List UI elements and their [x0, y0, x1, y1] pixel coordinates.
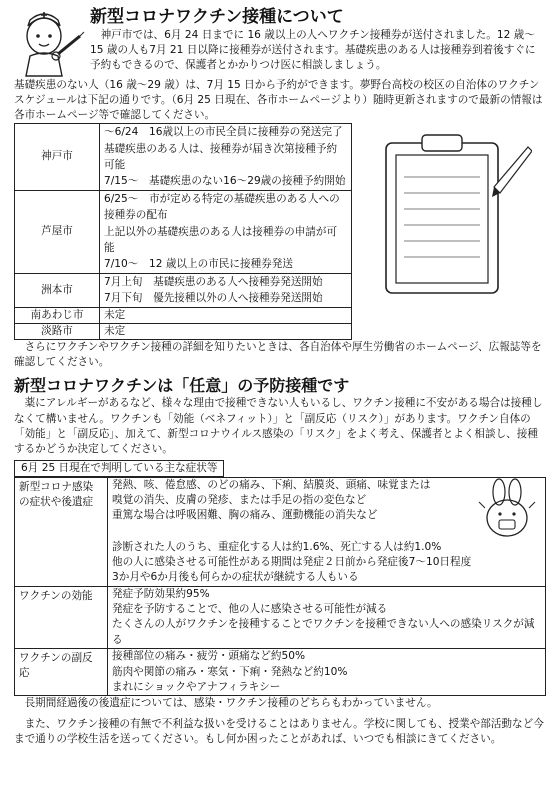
content-line: 接種部位の痛み・疲労・頭痛など約50%	[112, 650, 306, 663]
clipboard-illustration-icon	[382, 129, 532, 307]
content-line: 他の人に感染させる可能性がある期間は発症２日前から発症後7～10日程度	[112, 556, 472, 568]
schedule-table	[14, 123, 352, 340]
section1-title: 新型コロナワクチン接種について	[90, 7, 344, 27]
city-cell: 神戸市	[15, 124, 100, 191]
content-line: 発症を予防することで、他の人に感染させる可能性が減る	[112, 603, 388, 616]
schedule-line: 上記以外の基礎疾患のある人は接種券の申請が可能	[104, 225, 338, 254]
schedule-line: ～6/24 16歳以上の市民全員に接種券の発送完了	[104, 126, 343, 139]
content-line: たくさんの人がワクチンを接種することでワクチンを接種できない人への感染リスクが減る	[112, 618, 535, 646]
table-row	[15, 307, 352, 323]
table-row	[15, 273, 352, 307]
row-label: ワクチンの副反応	[15, 649, 108, 696]
table-row	[15, 124, 352, 191]
schedule-cell	[100, 190, 352, 273]
schedule-line: 7月下旬 優先接種以外の人へ接種券発送開始	[104, 292, 323, 305]
schedule-cell	[100, 273, 352, 307]
table-row	[15, 586, 546, 648]
schedule-cell: 未定	[100, 323, 352, 339]
status-note: 6月 25 日現在で判明している主な症状等	[14, 460, 224, 477]
content-line: まれにショックやアナフィラキシー	[112, 680, 281, 693]
city-cell: 洲本市	[15, 273, 100, 307]
table-row	[15, 477, 546, 586]
section1-intro	[90, 6, 546, 73]
rabbit-illustration-icon	[475, 478, 541, 540]
table-row	[15, 649, 546, 696]
section1-header	[14, 6, 546, 78]
content-line: 発症予防効果約95%	[112, 587, 210, 600]
section1-outro: さらにワクチンやワクチン接種の詳細を知りたいときは、各自治体や厚生労働省のホームページ、広報誌等を確認してください。	[14, 340, 542, 368]
row-content	[108, 477, 546, 586]
schedule-line: 7/15～ 基礎疾患のない16～29歳の接種予約開始	[104, 175, 346, 188]
schedule-line: 6/25～ 市が定める特定の基礎疾患のある人への接種券の配布	[104, 192, 340, 222]
schedule-line: 7月上旬 基礎疾患のある人へ接種券発送開始	[104, 275, 323, 288]
schedule-cell	[100, 124, 352, 191]
city-cell: 南あわじ市	[15, 307, 100, 323]
row-content	[108, 649, 546, 696]
content-line: 3か月や6か月後も何らかの症状が継続する人もいる	[112, 571, 359, 584]
content-line: 診断された人のうち、重症化する人は約1.6%、死亡する人は約1.0%	[112, 540, 442, 553]
closing-paragraph: また、ワクチン接種の有無で不利益な扱いを受けることはありません。学校に関しても、授業や部活動など今まで通りの学校生活を送ってください。もし何か困ったことがあれば、いつでも相談にきてください。	[14, 718, 544, 746]
content-line: 発熱、咳、倦怠感、のどの痛み、下痢、結膜炎、頭痛、味覚または	[112, 478, 431, 491]
schedule-line: 7/10～ 12 歳以上の市民に接種券発送	[104, 258, 293, 271]
nurse-illustration-icon	[14, 6, 86, 78]
city-cell: 芦屋市	[15, 190, 100, 273]
schedule-line: 基礎疾患のある人は、接種券が届き次第接種予約可能	[104, 142, 338, 171]
row-label: ワクチンの効能	[15, 586, 108, 648]
content-line: 重篤な場合は呼吸困難、胸の痛み、運動機能の消失など	[112, 509, 378, 522]
schedule-cell: 未定	[100, 307, 352, 323]
row-label: 新型コロナ感染の症状や後遺症	[15, 477, 108, 586]
symptoms-table	[14, 477, 546, 697]
row-content	[108, 586, 546, 648]
after-table-note: 長期間経過後の後遺症については、感染・ワクチン接種のどちらもわかっていません。	[24, 697, 438, 710]
table-row	[15, 323, 352, 339]
table-row	[15, 190, 352, 273]
content-line: 筋肉や関節の痛み・寒気・下痢・発熱など約10%	[112, 665, 348, 678]
section2-title: 新型コロナワクチンは「任意」の予防接種です	[14, 375, 350, 395]
row-lines	[112, 478, 475, 524]
content-line: 嗅覚の消失、皮膚の発疹、または手足の指の変色など	[112, 494, 367, 506]
intro-paragraph-2: 基礎疾患のない人（16 歳～29 歳）は、7月 15 日から予約ができます。夢野台高校の校区の自治体のワクチンスケジュールは下記の通りです。（6月 25 日現在、各市ホームページより）随時更新されますので最新の情報は各市ホームページ等で確認してください。	[14, 79, 543, 122]
section2-intro: 薬にアレルギーがあるなど、様々な理由で接種できない人もいるし、ワクチン接種に不安がある場合は接種しなくて構いません。ワクチンも「効能（ベネフィット）」と「副反応（リスク）」があります。ワクチン自体の「効能」と「副反応」、加えて、新型コロナウイルス感染の「リスク」をよく考え、保護者とよく相談し、接種するかどうか決定してください。	[14, 397, 543, 455]
intro-paragraph-1: 神戸市では、6月 24 日までに 16 歳以上の人へワクチン接種券が送付されました。12 歳～15 歳の人も7月 21 日以降に接種券が送付されます。基礎疾患のある人は接種券到着後すぐに予約もできるので、保護者とかかりつけ医に相談しましょう。	[90, 29, 536, 72]
city-cell: 淡路市	[15, 323, 100, 339]
row-content-wrap	[112, 478, 541, 540]
schedule-area	[14, 123, 546, 340]
